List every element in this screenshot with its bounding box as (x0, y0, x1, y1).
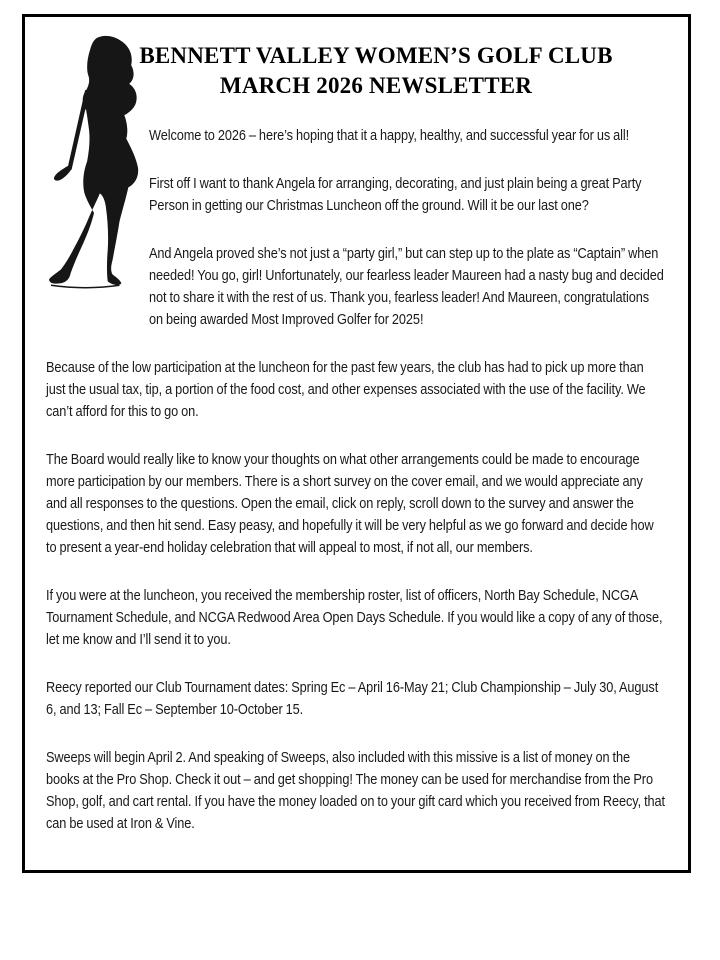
paragraph-welcome: Welcome to 2026 – here’s hoping that it a happy, healthy, and successful year for us all! (149, 127, 630, 144)
paragraph-tournament-dates: Reecy reported our Club Tournament dates: Spring Ec – April 16-May 21; Club Championship – July 30, August 6, and 13; Fall Ec – September 10-October 15. (46, 679, 659, 718)
paragraph-thanks-angela: First off I want to thank Angela for arranging, decorating, and just plain being a great Party Person in getting our Christmas Luncheon off the ground. Will it be our last one? (149, 175, 642, 214)
paragraph-angela-captain: And Angela proved she’s not just a “party girl,” but can step up to the plate as “Captain” when needed! You go, girl! Unfortunately, our fearless leader Maureen had a nasty bug and decided not to share it with the rest of us. Thank you, fearless leader! And Maureen, congratulations on being awarded Most Improved Golfer for 2025! (149, 245, 664, 328)
newsletter-title (126, 41, 626, 101)
title-line-2: MARCH 2026 NEWSLETTER (219, 73, 533, 98)
title-line-1: BENNETT VALLEY WOMEN’S GOLF CLUB (139, 43, 613, 68)
paragraph-luncheon-costs: Because of the low participation at the luncheon for the past few years, the club has had to pick up more than just the usual tax, tip, a portion of the food cost, and other expenses associated with the use of the facility. We can’t afford for this to go on. (46, 359, 646, 420)
paragraph-luncheon-handouts: If you were at the luncheon, you received the membership roster, list of officers, North Bay Schedule, NCGA Tournament Schedule, and NCGA Redwood Area Open Days Schedule. If you would like a copy of any of those, let me know and I’ll send it to you. (46, 587, 663, 648)
paragraph-board-survey: The Board would really like to know your thoughts on what other arrangements could be made to encourage more participation by our members. There is a short survey on the cover email, and we would appreciate any and all responses to the questions. Open the email, click on reply, scroll down to the survey and answer the questions, and then hit send. Easy peasy, and hopefully it will be very helpful as we go forward and decide how to present a year-end holiday celebration that will appeal to most, if not all, our members. (46, 451, 654, 556)
paragraph-sweeps-pro-shop: Sweeps will begin April 2. And speaking of Sweeps, also included with this missive is a list of money on the books at the Pro Shop. Check it out – and get shopping! The money can be used for merchandise from the Pro Shop, golf, and cart rental. If you have the money loaded on to your gift card which you received from Reecy, that can be used at Iron & Vine. (46, 749, 666, 832)
newsletter-document (22, 14, 691, 873)
golfer-silhouette-icon (46, 33, 144, 297)
